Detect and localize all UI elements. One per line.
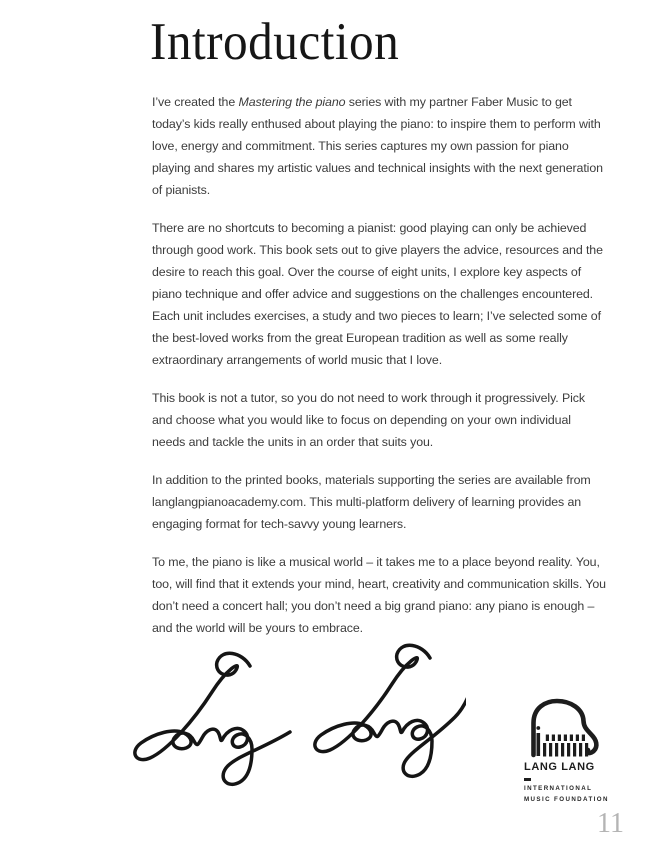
page-title: Introduction	[150, 13, 400, 71]
introduction-body	[152, 91, 607, 655]
paragraph-text: I’ve created the	[152, 95, 239, 109]
signature-stroke-lang-1	[135, 653, 290, 784]
piano-dot	[536, 726, 540, 730]
logo-foundation-line-1: INTERNATIONAL	[524, 784, 593, 792]
logo-dash	[524, 778, 531, 781]
signature-svg	[114, 638, 466, 790]
intro-paragraph-3: This book is not a tutor, so you do not need to work through it progressively. Pick and choose what you would like to focus on depending on your own individual needs and tackle the units in an order that suits you.	[152, 391, 585, 449]
logo-wordmark: LANG LANG	[524, 761, 595, 773]
intro-paragraph-5: To me, the piano is like a musical world – it takes me to a place beyond reality. You, too, will find that it extends your mind, heart, creativity and communication skills. You don’t need a concert hall; you don’t need a big grand piano: any piano is enough – and the world will be yours to embrace.	[152, 555, 606, 635]
signature-stroke-lang-2	[315, 645, 466, 776]
intro-paragraph-4: In addition to the printed books, materials supporting the series are available from langlangpianoacademy.com. This multi-platform delivery of learning provides an engaging format for tech-savvy young learners.	[152, 473, 591, 531]
lang-lang-foundation-logo	[524, 698, 614, 803]
page-number: 11	[597, 808, 624, 839]
series-title-italic: Mastering the piano	[238, 95, 346, 109]
piano-key-tall	[537, 733, 541, 756]
paragraph-text: series with my partner Faber Music to get today’s kids really enthused about playing the piano: to inspire them to perform with love, energy and commitment. This series captures my own passion for piano playing and shares my artistic values and technical insights with the next generation of pianists.	[152, 95, 603, 197]
grand-piano-icon	[524, 698, 602, 760]
lang-lang-signature	[114, 638, 466, 790]
intro-paragraph-2: There are no shortcuts to becoming a pianist: good playing can only be achieved through good work. This book sets out to give players the advice, resources and the desire to reach this goal. Over the course of eight units, I explore key aspects of piano technique and offer advice and suggestions on the challenges encountered. Each unit includes exercises, a study and two pieces to learn; I’ve selected some of the best-loved works from the great European tradition as well as some really extraordinary arrangements of world music that I love.	[152, 221, 603, 367]
logo-foundation-line-2: MUSIC FOUNDATION	[524, 795, 609, 803]
intro-paragraph-1	[152, 91, 607, 201]
